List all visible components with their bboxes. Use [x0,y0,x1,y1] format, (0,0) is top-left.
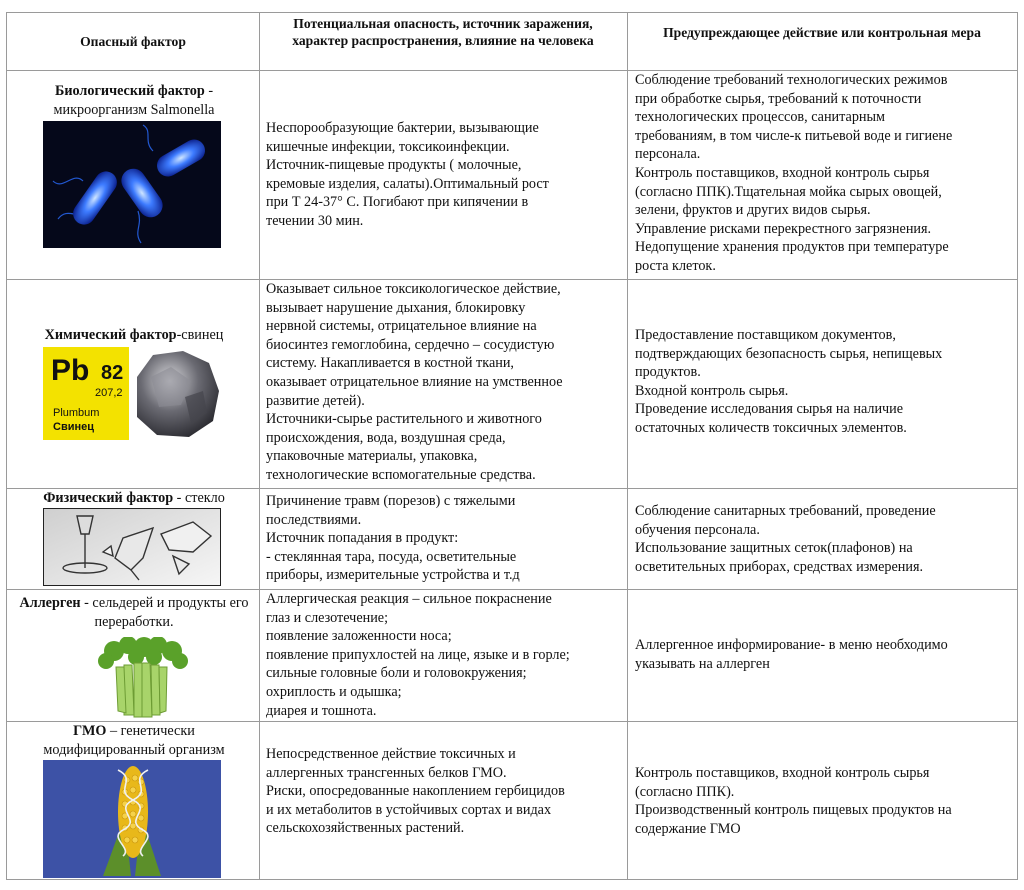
text-line: Соблюдение требований технологических режимов [635,72,948,88]
text-line: содержание ГМО [635,820,741,837]
control-text-physical [635,502,1015,576]
lead-nugget-icon [131,347,221,440]
text-line: появление заложенности носа; [266,628,452,645]
hazard-text-biological [266,119,622,231]
text-line: персонала. [635,146,701,163]
factor-title: Биологический фактор [54,83,205,99]
text-line: Аллергенное информирование- в меню необходимо [635,637,948,653]
table-border-left [6,12,7,880]
text-line: Причинение травм (порезов) с тяжелыми [266,493,516,509]
text-line: кремовые изделия, салаты).Оптимальный рост [266,175,549,192]
text-line: течении 30 мин. [266,212,364,229]
header-potential-danger: Потенциальная опасность, источник заражения, характер распространения, влияние на человека [292,16,594,48]
column-divider-2 [627,12,628,880]
text-line: и их метаболитов в устойчивых сортах и видах [266,801,552,818]
broken-glass-image [43,508,221,586]
factor-biological [12,82,256,119]
factor-title: Физический фактор [43,490,174,506]
text-line: обучения персонала. [635,521,760,538]
text-line: зелени, фруктов и других видов сырья. [635,202,871,219]
text-line: сельскохозяйственных растений. [266,820,465,837]
text-line: Предоставление поставщиком документов, [635,327,896,343]
factor-chemical [12,326,256,345]
text-line: роста клеток. [635,257,716,274]
text-line: аллергенных трансгенных белков ГМО. [266,764,507,781]
element-symbol: Pb [51,354,90,387]
text-line: кишечные инфекции, токсикоинфекции. [266,138,510,155]
element-mass: 207,2 [95,387,123,399]
text-line: Контроль поставщиков, входной контроль сырья [635,164,930,181]
factor-allergen [12,594,256,631]
periodic-element-tile [43,347,129,440]
header-control-measure: Предупреждающее действие или контрольная мера [663,25,981,40]
text-line: Неспорообразующие бактерии, вызывающие [266,120,539,136]
text-line: последствиями. [266,511,362,528]
element-name: Свинец [53,421,94,433]
text-line: систему. Накапливается в костной ткани, [266,355,514,372]
text-line: Непосредственное действие токсичных и [266,746,516,762]
text-line: требованиям, в том числе-к питьевой воде и гигиене [635,127,953,144]
text-line: появление припухлостей на лице, языке и в горле; [266,646,570,663]
factor-description: - стекло [173,490,225,506]
factor-description: – генетически модифицированный организм [43,723,225,758]
text-line: Оказывает сильное токсикологическое действие, [266,281,561,297]
text-line: подтверждающих безопасность сырья, непищевых [635,345,943,362]
text-line: Проведение исследования сырья на наличие [635,401,904,418]
text-line: нервной системы, отрицательное влияние на [266,318,537,335]
text-line: происхождения, вода, воздушная среда, [266,429,506,446]
text-line: развитие детей). [266,392,365,409]
text-line: Контроль поставщиков, входной контроль сырья [635,765,930,781]
text-line: Аллергическая реакция – сильное покраснение [266,591,552,607]
text-line: остаточных количеств токсичных элементов. [635,419,907,436]
text-line: оказывает отрицательное влияние на умственное [266,373,563,390]
factor-title: ГМО [73,723,107,739]
salmonella-bacteria-image [43,121,221,248]
text-line: при Т 24-37° С. Погибают при кипячении в [266,194,529,211]
text-line: технологические вспомогательные средства. [266,466,536,483]
element-number: 82 [101,362,124,384]
header-hazard-factor: Опасный фактор [80,34,186,49]
text-line: Недопущение хранения продуктов при температуре [635,239,949,256]
factor-physical [12,489,256,508]
text-line: Использование защитных сеток(плафонов) на [635,540,913,557]
hazard-text-physical [266,492,622,585]
control-text-gmo [635,764,1015,838]
control-text-chemical [635,326,1015,438]
text-line: (согласно ППК).Тщательная мойка сырых овощей, [635,183,942,200]
text-line: Соблюдение санитарных требований, проведение [635,503,936,519]
text-line: Риски, опосредованные накоплением гербицидов [266,783,565,800]
text-line: Источник-пищевые продукты ( молочные, [266,157,522,174]
text-line: при обработке сырья, требований к поточности [635,90,922,107]
hazard-text-gmo [266,745,622,838]
text-line: глаз и слезотечение; [266,609,389,626]
text-line: сильные головные боли и головокружения; [266,665,527,682]
text-line: биосинтез гемоглобина, сердечно – сосудистую [266,336,555,353]
element-latin-name: Plumbum [53,407,100,419]
factor-title: Аллерген [19,595,81,611]
table-border-right [1017,12,1018,880]
lead-element-image [43,347,221,440]
text-line: (согласно ППК). [635,783,735,800]
factor-description: - сельдерей и продукты его переработки. [80,595,249,630]
factor-description: -свинец [176,327,224,343]
factor-gmo [12,722,256,759]
hazard-text-chemical [266,280,622,485]
text-line: указывать на аллерген [635,655,770,672]
text-line: продуктов. [635,364,701,381]
hazard-table [6,12,1018,880]
table-border-top [6,12,1018,13]
text-line: приборы, измерительные устройства и т.д [266,567,520,584]
text-line: - стеклянная тара, посуда, осветительные [266,548,517,565]
text-line: Источник попадания в продукт: [266,530,459,547]
text-line: охриплость и одышка; [266,683,402,700]
factor-title: Химический фактор [44,327,177,343]
text-line: осветительных приборах, средствах измерения. [635,558,924,575]
text-line: диарея и тошнота. [266,702,377,719]
text-line: технологических процессов, санитарным [635,109,886,126]
text-line: Входной контроль сырья. [635,382,789,399]
control-text-biological [635,71,1015,276]
factor-description: - микроорганизм Salmonella [53,83,215,118]
text-line: Источники-сырье растительного и животного [266,411,542,428]
hazard-text-allergen [266,590,626,720]
control-text-allergen [635,636,1015,673]
table-border-bottom [6,879,1018,880]
text-line: вызывает нарушение дыхания, блокировку [266,299,526,316]
text-line: Производственный контроль пищевых продуктов на [635,802,952,819]
gmo-corn-image [43,760,221,878]
text-line: Управление рисками перекрестного загрязнения. [635,220,932,237]
text-line: упаковочные материалы, упаковка, [266,448,478,465]
column-divider-1 [259,12,260,880]
celery-image [94,637,190,719]
